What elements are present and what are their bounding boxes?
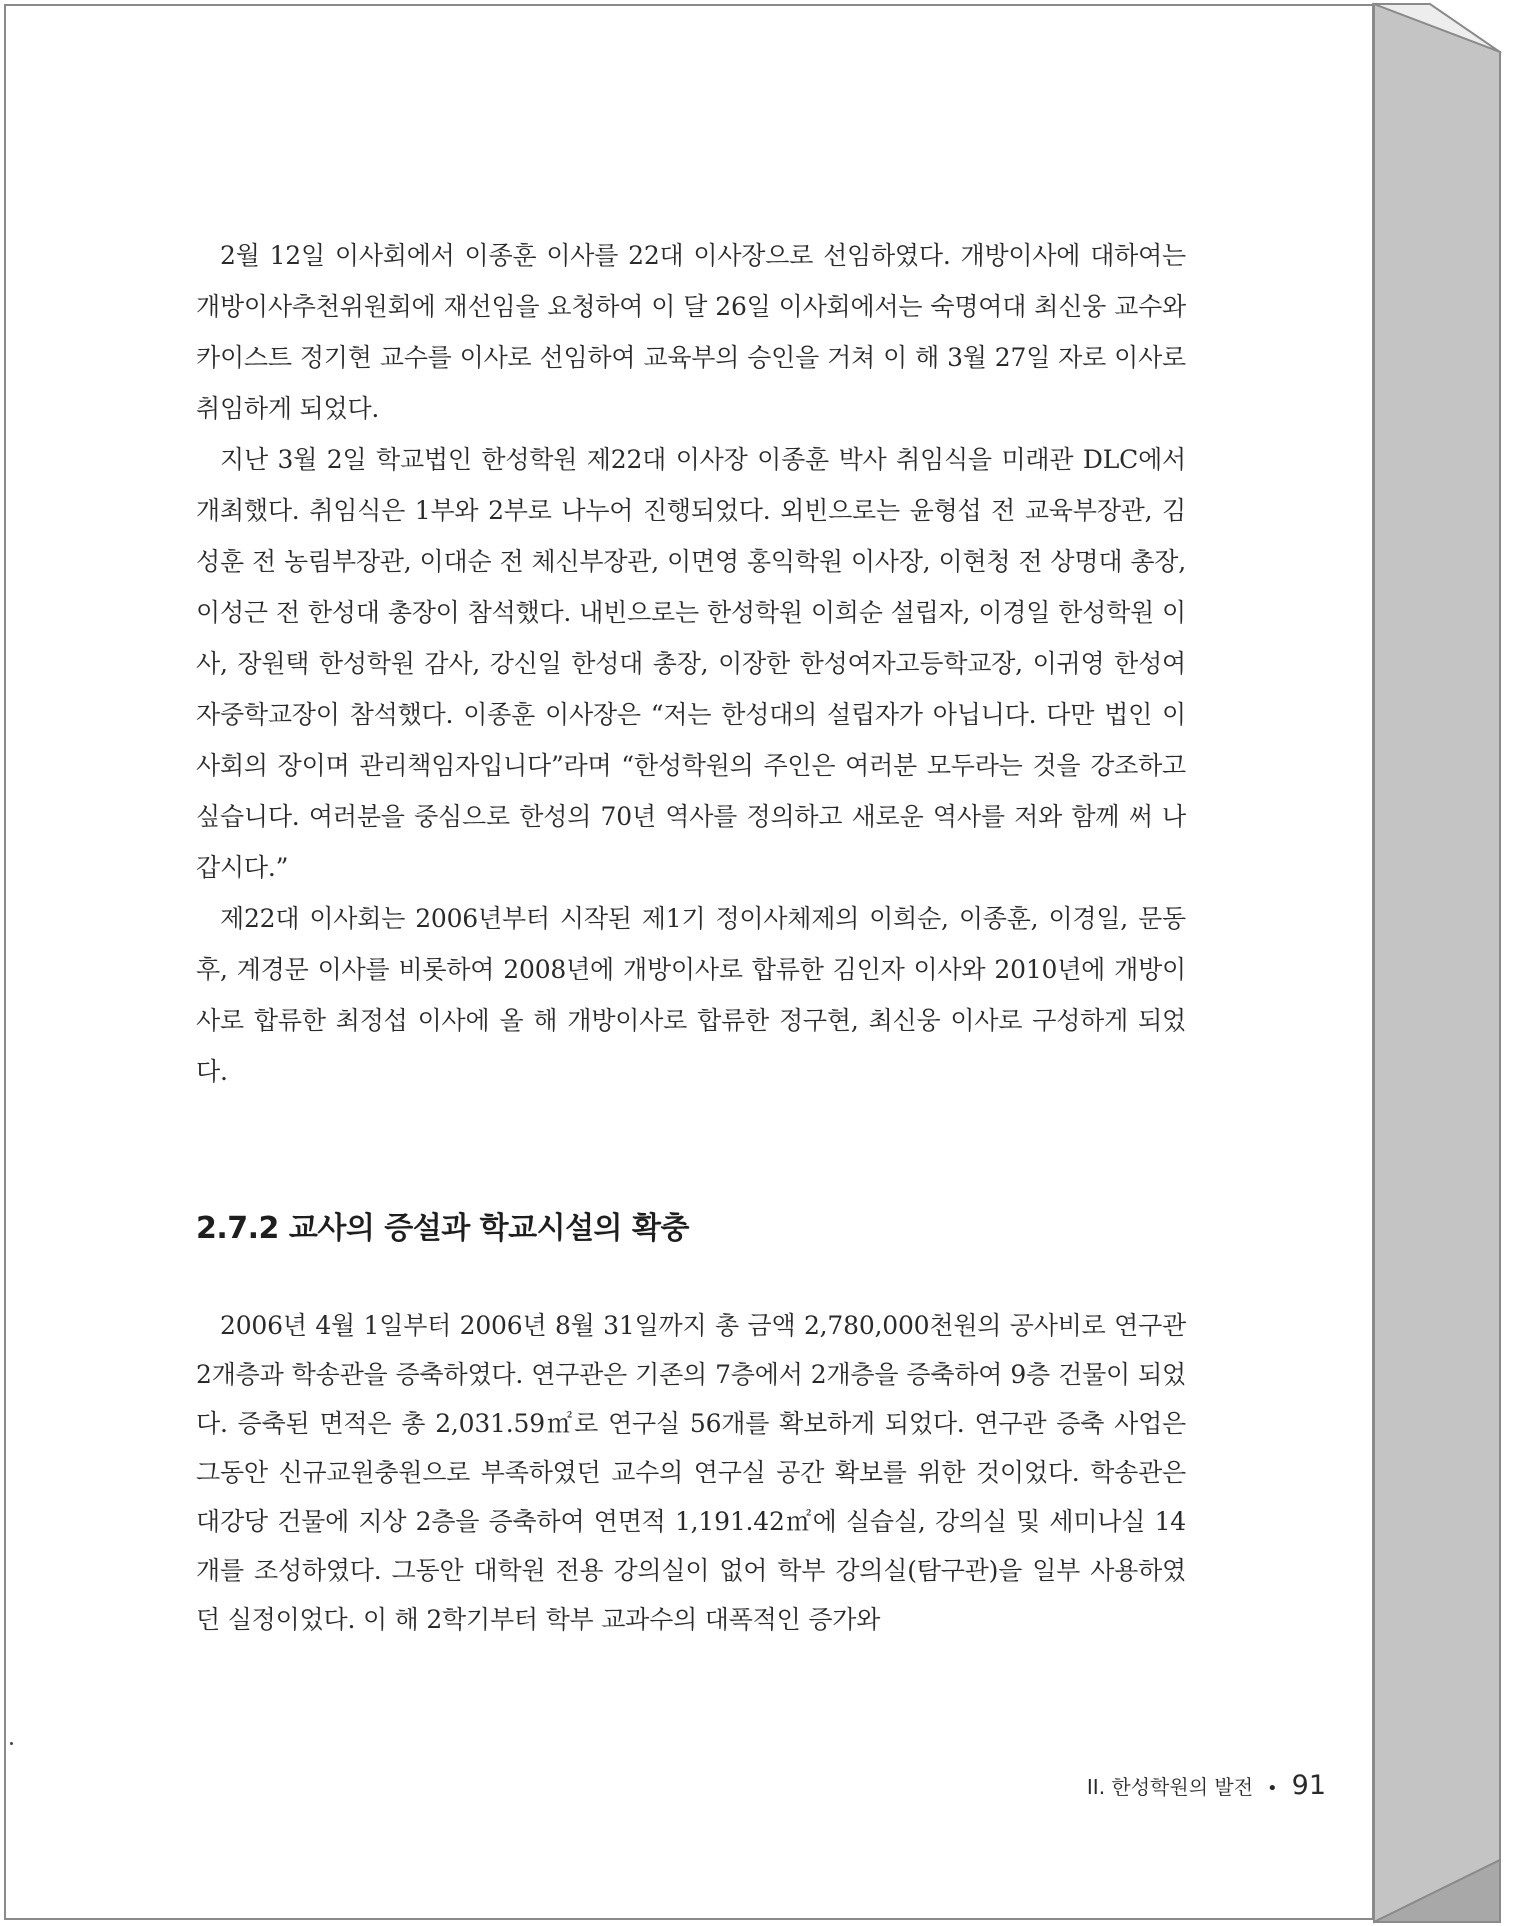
body-paragraph: 2006년 4월 1일부터 2006년 8월 31일까지 총 금액 2,780,000천원의 공사비로 연구관 2개층과 학송관을 증축하였다. 연구관은 기존의 7층에서 2개층을 증축하여 9층 건물이 되었다. 증축된 면적은 총 2,031.59㎡로 연구실 56개를 확보하게 되었다. 연구관 증축 사업은 그동안 신규교원충원으로 부족하였던 교수의 연구실 공간 확보를 위한 것이었다. 학송관은 대강당 건물에 지상 2층을 증축하여 연면적 1,191.42㎡에 실습실, 강의실 및 세미나실 14개를 조성하였다. 그동안 대학원 전용 강의실이 없어 학부 강의실(탐구관)을 일부 사용하였던 실정이었다. 이 해 2학기부터 학부 교과수의 대폭적인 증가와	[196, 1311, 1186, 1634]
section-block	[196, 1209, 1186, 1644]
chapter-title: II. 한성학원의 발전	[1086, 1775, 1254, 1799]
body-paragraph: 2월 12일 이사회에서 이종훈 이사를 22대 이사장으로 선임하였다. 개방이사에 대하여는 개방이사추천위원회에 재선임을 요청하여 이 달 26일 이사회에서는 숙명여대 최신웅 교수와 카이스트 정기현 교수를 이사로 선임하여 교육부의 승인을 거쳐 이 해 3월 27일 자로 이사로 취임하게 되었다.	[196, 241, 1186, 423]
page-footer	[1087, 1770, 1326, 1801]
body-paragraph: 지난 3월 2일 학교법인 한성학원 제22대 이사장 이종훈 박사 취임식을 미래관 DLC에서 개최했다. 취임식은 1부와 2부로 나누어 진행되었다. 외빈으로는 윤형섭 전 교육부장관, 김성훈 전 농림부장관, 이대순 전 체신부장관, 이면영 홍익학원 이사장, 이현청 전 상명대 총장, 이성근 전 한성대 총장이 참석했다. 내빈으로는 한성학원 이희순 설립자, 이경일 한성학원 이사, 장원택 한성학원 감사, 강신일 한성대 총장, 이장한 한성여자고등학교장, 이귀영 한성여자중학교장이 참석했다. 이종훈 이사장은 “저는 한성대의 설립자가 아닙니다. 다만 법인 이사회의 장이며 관리책임자입니다”라며 “한성학원의 주인은 여러분 모두라는 것을 강조하고 싶습니다. 여러분을 중심으로 한성의 70년 역사를 정의하고 새로운 역사를 저와 함께 써 나갑시다.”	[196, 445, 1186, 882]
page-content	[196, 230, 1186, 1644]
stray-dot	[10, 1742, 13, 1745]
footer-bullet: •	[1267, 1778, 1278, 1799]
body-paragraph: 제22대 이사회는 2006년부터 시작된 제1기 정이사체제의 이희순, 이종훈, 이경일, 문동후, 계경문 이사를 비롯하여 2008년에 개방이사로 합류한 김인자 이사와 2010년에 개방이사로 합류한 최정섭 이사에 올 해 개방이사로 합류한 정구현, 최신웅 이사로 구성하게 되었다.	[196, 904, 1186, 1086]
page-number: 91	[1291, 1770, 1326, 1801]
book-edge-side	[1374, 4, 1500, 1922]
section-heading: 2.7.2 교사의 증설과 학교시설의 확충	[196, 1211, 689, 1246]
